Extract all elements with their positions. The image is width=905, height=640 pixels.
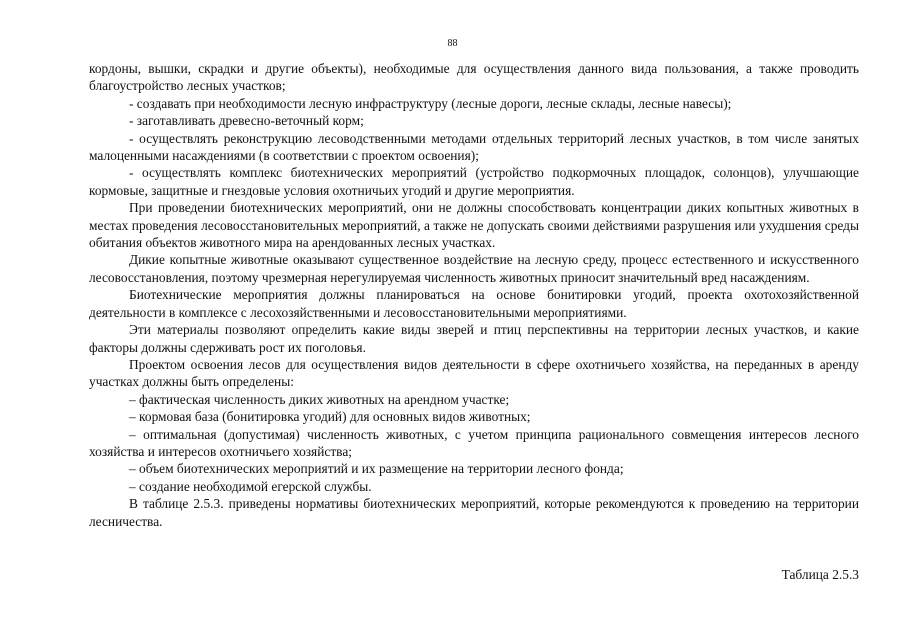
- paragraph: кордоны, вышки, скрадки и другие объекты), необходимые для осуществления данного вида пользования, а также проводить благоустройство лесных участков;: [89, 61, 859, 94]
- paragraph: Проектом освоения лесов для осуществления видов деятельности в сфере охотничьего хозяйства, на переданных в аренду участках должны быть определены:: [89, 356, 859, 390]
- list-item: – объем биотехнических мероприятий и их размещение на территории лесного фонда;: [129, 461, 624, 477]
- paragraph: Дикие копытные животные оказывают существенное воздействие на лесную среду, процесс естественного и искусственного лесовосстановления, поэтому чрезмерная нерегулируемая численность животных приносит значительный вред насаждениям.: [89, 252, 859, 285]
- list-item: – фактическая численность диких животных на арендном участке;: [129, 391, 510, 407]
- list-item: - создавать при необходимости лесную инфраструктуру (лесные дороги, лесные склады, лесные навесы);: [129, 95, 732, 111]
- list-item: – оптимальная (допустимая) численность животных, с учетом принципа рационального совмещения интересов лесного хозяйства и интересов охотничьего хозяйства;: [89, 426, 859, 459]
- list-item: – создание необходимой егерской службы.: [129, 478, 372, 494]
- list-item: – кормовая база (бонитировка угодий) для основных видов животных;: [129, 409, 531, 425]
- list-item: - осуществлять реконструкцию лесоводственными методами отдельных территорий лесных участков, в том числе занятых малоценными насаждениями (в соответствии с проектом освоения);: [89, 130, 859, 164]
- paragraph: Эти материалы позволяют определить какие виды зверей и птиц перспективны на территории лесных участков, и какие факторы должны сдерживать рост их поголовья.: [89, 322, 859, 355]
- list-item: - заготавливать древесно-веточный корм;: [129, 113, 364, 129]
- paragraph: Биотехнические мероприятия должны планироваться на основе бонитировки угодий, проекта охотохозяйственной деятельности в комплексе с лесохозяйственными и лесовосстановительными мероприятиями.: [89, 287, 859, 320]
- page-number: 88: [447, 38, 458, 49]
- list-item: - осуществлять комплекс биотехнических мероприятий (устройство подкормочных площадок, солонцов), улучшающие кормовые, защитные и гнездовые условия охотничьих угодий и другие мероприятия.: [89, 165, 859, 198]
- table-caption: Таблица 2.5.3: [781, 567, 859, 582]
- body-text: [89, 60, 859, 530]
- paragraph: При проведении биотехнических мероприятий, они не должны способствовать концентрации диких копытных животных в местах проведения лесовосстановительных мероприятий, а также не допускать своими действиями разрушения или ухудшения среды обитания объектов животного мира на арендованных лесных участках.: [89, 200, 859, 251]
- paragraph: В таблице 2.5.3. приведены нормативы биотехнических мероприятий, которые рекомендуются к проведению на территории лесничества.: [89, 496, 859, 529]
